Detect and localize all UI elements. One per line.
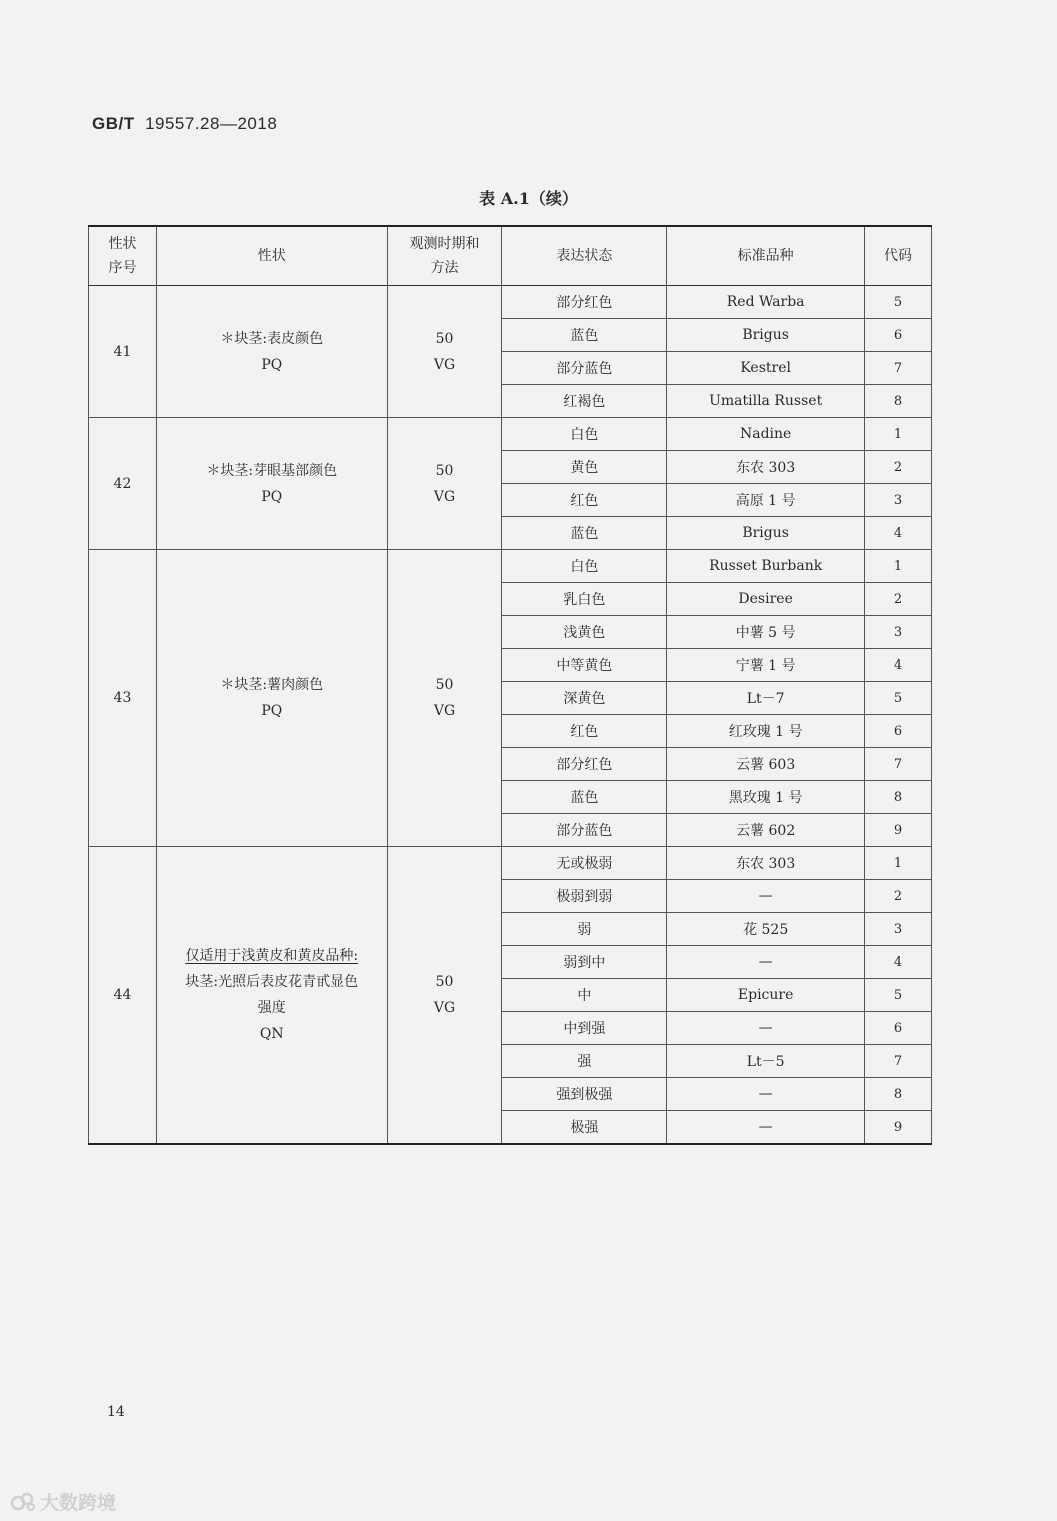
state-cell: 深黄色 [502, 682, 667, 715]
code-cell: 2 [865, 451, 932, 484]
header-state: 表达状态 [502, 226, 667, 286]
variety-cell: 东农 303 [667, 847, 865, 880]
variety-cell: 高原 1 号 [667, 484, 865, 517]
code-cell: 8 [865, 385, 932, 418]
variety-cell: — [667, 946, 865, 979]
page-number: 14 [107, 1404, 125, 1420]
method-cell: 50 VG [387, 286, 502, 418]
variety-cell: 中薯 5 号 [667, 616, 865, 649]
standard-number: 19557.28—2018 [145, 114, 278, 133]
state-cell: 弱 [502, 913, 667, 946]
trait-type: QN [259, 1026, 284, 1042]
state-cell: 部分红色 [502, 748, 667, 781]
variety-cell: — [667, 880, 865, 913]
variety-cell: Nadine [667, 418, 865, 451]
state-cell: 部分红色 [502, 286, 667, 319]
variety-cell: Brigus [667, 517, 865, 550]
state-cell: 中等黄色 [502, 649, 667, 682]
code-cell: 6 [865, 715, 932, 748]
variety-cell: 黑玫瑰 1 号 [667, 781, 865, 814]
trait-note: 仅适用于浅黄皮和黄皮品种: [185, 948, 359, 964]
state-cell: 浅黄色 [502, 616, 667, 649]
trait-cell [156, 286, 387, 418]
trait-seq-cell: 44 [89, 847, 157, 1145]
method-cell: 50 VG [387, 550, 502, 847]
watermark-logo-icon [10, 1491, 36, 1513]
header-method: 观测时期和 方法 [387, 226, 502, 286]
watermark [10, 1488, 116, 1515]
method-cell: 50 VG [387, 418, 502, 550]
watermark-text: 大数跨境 [40, 1492, 117, 1514]
code-cell: 4 [865, 649, 932, 682]
variety-cell: Umatilla Russet [667, 385, 865, 418]
state-cell: 红褐色 [502, 385, 667, 418]
code-cell: 3 [865, 484, 932, 517]
trait-type: PQ [261, 703, 283, 719]
trait-seq-cell: 43 [89, 550, 157, 847]
trait-table [88, 225, 932, 1145]
table-header-row [89, 226, 932, 286]
state-cell: 部分蓝色 [502, 352, 667, 385]
trait-cell [156, 847, 387, 1145]
state-cell: 白色 [502, 418, 667, 451]
trait-name: 块茎:光照后表皮花青甙显色 强度 [185, 974, 359, 1016]
code-cell: 8 [865, 781, 932, 814]
variety-cell: — [667, 1012, 865, 1045]
state-cell: 蓝色 [502, 781, 667, 814]
code-cell: 4 [865, 517, 932, 550]
variety-cell: Brigus [667, 319, 865, 352]
code-cell: 7 [865, 748, 932, 781]
trait-name: ＊块茎:芽眼基部颜色 [206, 462, 338, 479]
trait-type: PQ [261, 356, 283, 373]
header-seq: 性状 序号 [89, 226, 157, 286]
state-cell: 中到强 [502, 1012, 667, 1045]
variety-cell: 红玫瑰 1 号 [667, 715, 865, 748]
trait-name: ＊块茎:薯肉颜色 [220, 677, 324, 693]
code-cell: 4 [865, 946, 932, 979]
trait-cell [156, 550, 387, 847]
header-code: 代码 [865, 226, 932, 286]
header-variety: 标准品种 [667, 226, 865, 286]
variety-cell: Red Warba [667, 286, 865, 319]
code-cell: 5 [865, 682, 932, 715]
table-row [89, 418, 932, 451]
state-cell: 蓝色 [502, 319, 667, 352]
code-cell: 6 [865, 1012, 932, 1045]
state-cell: 强到极强 [502, 1078, 667, 1111]
table-body [89, 286, 932, 1145]
variety-cell: 花 525 [667, 913, 865, 946]
variety-cell: — [667, 1111, 865, 1145]
code-cell: 5 [865, 979, 932, 1012]
variety-cell: Lt－7 [667, 682, 865, 715]
method-cell: 50 VG [387, 847, 502, 1145]
code-cell: 2 [865, 583, 932, 616]
code-cell: 1 [865, 847, 932, 880]
trait-cell [156, 418, 387, 550]
trait-seq-cell: 41 [89, 286, 157, 418]
state-cell: 红色 [502, 484, 667, 517]
code-cell: 5 [865, 286, 932, 319]
variety-cell: Epicure [667, 979, 865, 1012]
state-cell: 无或极弱 [502, 847, 667, 880]
code-cell: 3 [865, 616, 932, 649]
variety-cell: Lt－5 [667, 1045, 865, 1078]
trait-name: ＊块茎:表皮颜色 [220, 330, 324, 347]
state-cell: 极强 [502, 1111, 667, 1145]
trait-type: PQ [261, 488, 283, 505]
state-cell: 黄色 [502, 451, 667, 484]
table-title: 表 A.1（续） [479, 189, 578, 208]
variety-cell: 云薯 603 [667, 748, 865, 781]
state-cell: 红色 [502, 715, 667, 748]
state-cell: 弱到中 [502, 946, 667, 979]
state-cell: 蓝色 [502, 517, 667, 550]
state-cell: 白色 [502, 550, 667, 583]
code-cell: 2 [865, 880, 932, 913]
header-trait: 性状 [156, 226, 387, 286]
trait-seq-cell: 42 [89, 418, 157, 550]
standard-code [92, 114, 277, 134]
code-cell: 9 [865, 1111, 932, 1145]
code-cell: 9 [865, 814, 932, 847]
code-cell: 7 [865, 352, 932, 385]
code-cell: 1 [865, 418, 932, 451]
state-cell: 部分蓝色 [502, 814, 667, 847]
standard-prefix: GB/T [92, 114, 135, 133]
state-cell: 强 [502, 1045, 667, 1078]
variety-cell: 宁薯 1 号 [667, 649, 865, 682]
code-cell: 8 [865, 1078, 932, 1111]
variety-cell: 云薯 602 [667, 814, 865, 847]
variety-cell: 东农 303 [667, 451, 865, 484]
table-row [89, 286, 932, 319]
variety-cell: — [667, 1078, 865, 1111]
variety-cell: Kestrel [667, 352, 865, 385]
code-cell: 3 [865, 913, 932, 946]
state-cell: 中 [502, 979, 667, 1012]
table-row [89, 847, 932, 880]
state-cell: 乳白色 [502, 583, 667, 616]
variety-cell: Russet Burbank [667, 550, 865, 583]
code-cell: 6 [865, 319, 932, 352]
code-cell: 7 [865, 1045, 932, 1078]
variety-cell: Desiree [667, 583, 865, 616]
table-row [89, 550, 932, 583]
code-cell: 1 [865, 550, 932, 583]
state-cell: 极弱到弱 [502, 880, 667, 913]
